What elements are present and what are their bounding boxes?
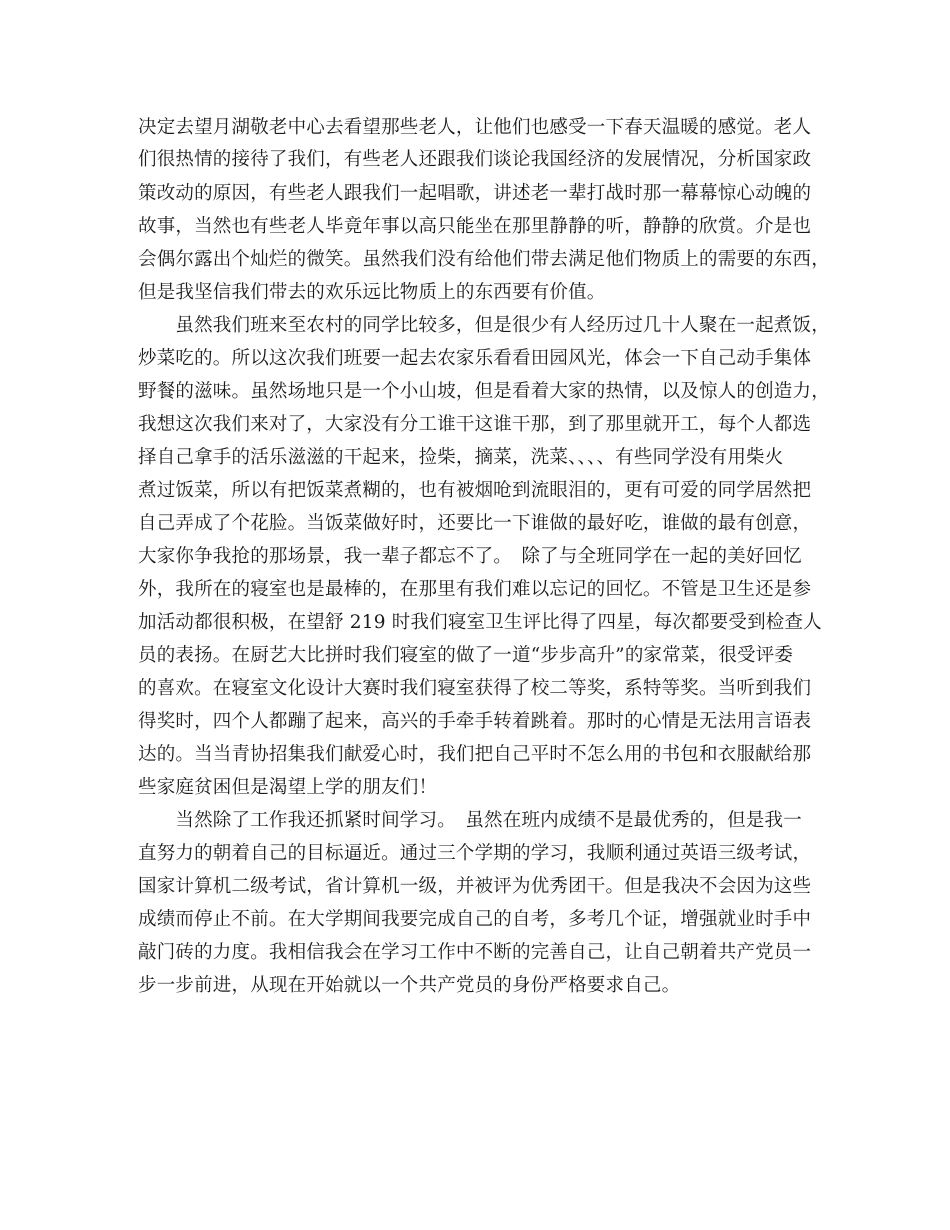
text-line: 当然除了工作我还抓紧时间学习。 虽然在班内成绩不是最优秀的，但是我一 [138, 810, 802, 831]
text-line: 们很热情的接待了我们，有些老人还跟我们谈论我国经济的发展情况，分析国家政 [138, 149, 812, 170]
text-line: 直努力的朝着自己的目标逼近。通过三个学期的学习，我顺利通过英语三级考试， [138, 843, 812, 864]
text-line: 决定去望月湖敬老中心去看望那些老人，让他们也感受一下春天温暖的感觉。老人 [138, 117, 812, 138]
text-line: 敲门砖的力度。我相信我会在学习工作中不断的完善自己，让自己朝着共产党员一 [138, 942, 812, 963]
text-line: 但是我坚信我们带去的欢乐远比物质上的东西要有价值。 [138, 282, 606, 303]
text-line: 成绩而停止不前。在大学期间我要完成自己的自考，多考几个证，增强就业时手中 [138, 909, 812, 930]
text-line: 员的表扬。在厨艺大比拼时我们寝室的做了一道“步步高升”的家常菜，很受评委 [138, 645, 794, 666]
text-line: 会偶尔露出个灿烂的微笑。虽然我们没有给他们带去满足他们物质上的需要的东西， [138, 249, 830, 270]
text-line: 自己弄成了个花脸。当饭菜做好时，还要比一下谁做的最好吃，谁做的最有创意， [138, 513, 812, 534]
text-line: 大家你争我抢的那场景，我一辈子都忘不了。 除了与全班同学在一起的美好回忆 [138, 546, 802, 567]
text-line: 步一步前进，从现在开始就以一个共产党员的身份严格要求自己。 [138, 975, 681, 996]
text-line: 虽然我们班来至农村的同学比较多，但是很少有人经历过几十人聚在一起煮饭， [138, 315, 830, 336]
text-line: 我想这次我们来对了，大家没有分工谁干这谁干那，到了那里就开工，每个人都选 [138, 414, 812, 435]
text-line: 加活动都很积极，在望舒 219 时我们寝室卫生评比得了四星，每次都要受到检查人 [138, 612, 822, 633]
text-line: 外，我所在的寝室也是最棒的，在那里有我们难以忘记的回忆。不管是卫生还是参 [138, 579, 812, 600]
text-line: 策改动的原因，有些老人跟我们一起唱歌，讲述老一辈打战时那一幕幕惊心动魄的 [138, 183, 812, 204]
text-line: 煮过饭菜，所以有把饭菜煮糊的，也有被烟呛到流眼泪的，更有可爱的同学居然把 [138, 480, 812, 501]
text-line: 择自己拿手的活乐滋滋的干起来，捡柴，摘菜，洗菜、、、、有些同学没有用柴火 [138, 447, 784, 468]
text-line: 故事，当然也有些老人毕竟年事以高只能坐在那里静静的听，静静的欣赏。介是也 [138, 216, 812, 237]
text-line: 野餐的滋味。虽然场地只是一个小山坡，但是看着大家的热情，以及惊人的创造力， [138, 381, 830, 402]
text-line: 国家计算机二级考试，省计算机一级，并被评为优秀团干。但是我决不会因为这些 [138, 876, 812, 897]
text-line: 得奖时，四个人都蹦了起来，高兴的手牵手转着跳着。那时的心情是无法用言语表 [138, 711, 812, 732]
text-line: 些家庭贫困但是渴望上学的朋友们！ [138, 777, 438, 798]
text-line: 达的。当当青协招集我们献爱心时，我们把自己平时不怎么用的书包和衣服献给那 [138, 744, 812, 765]
text-line: 炒菜吃的。所以这次我们班要一起去农家乐看看田园风光，体会一下自己动手集体 [138, 348, 812, 369]
text-line: 的喜欢。在寝室文化设计大赛时我们寝室获得了校二等奖，系特等奖。当听到我们 [138, 678, 812, 699]
